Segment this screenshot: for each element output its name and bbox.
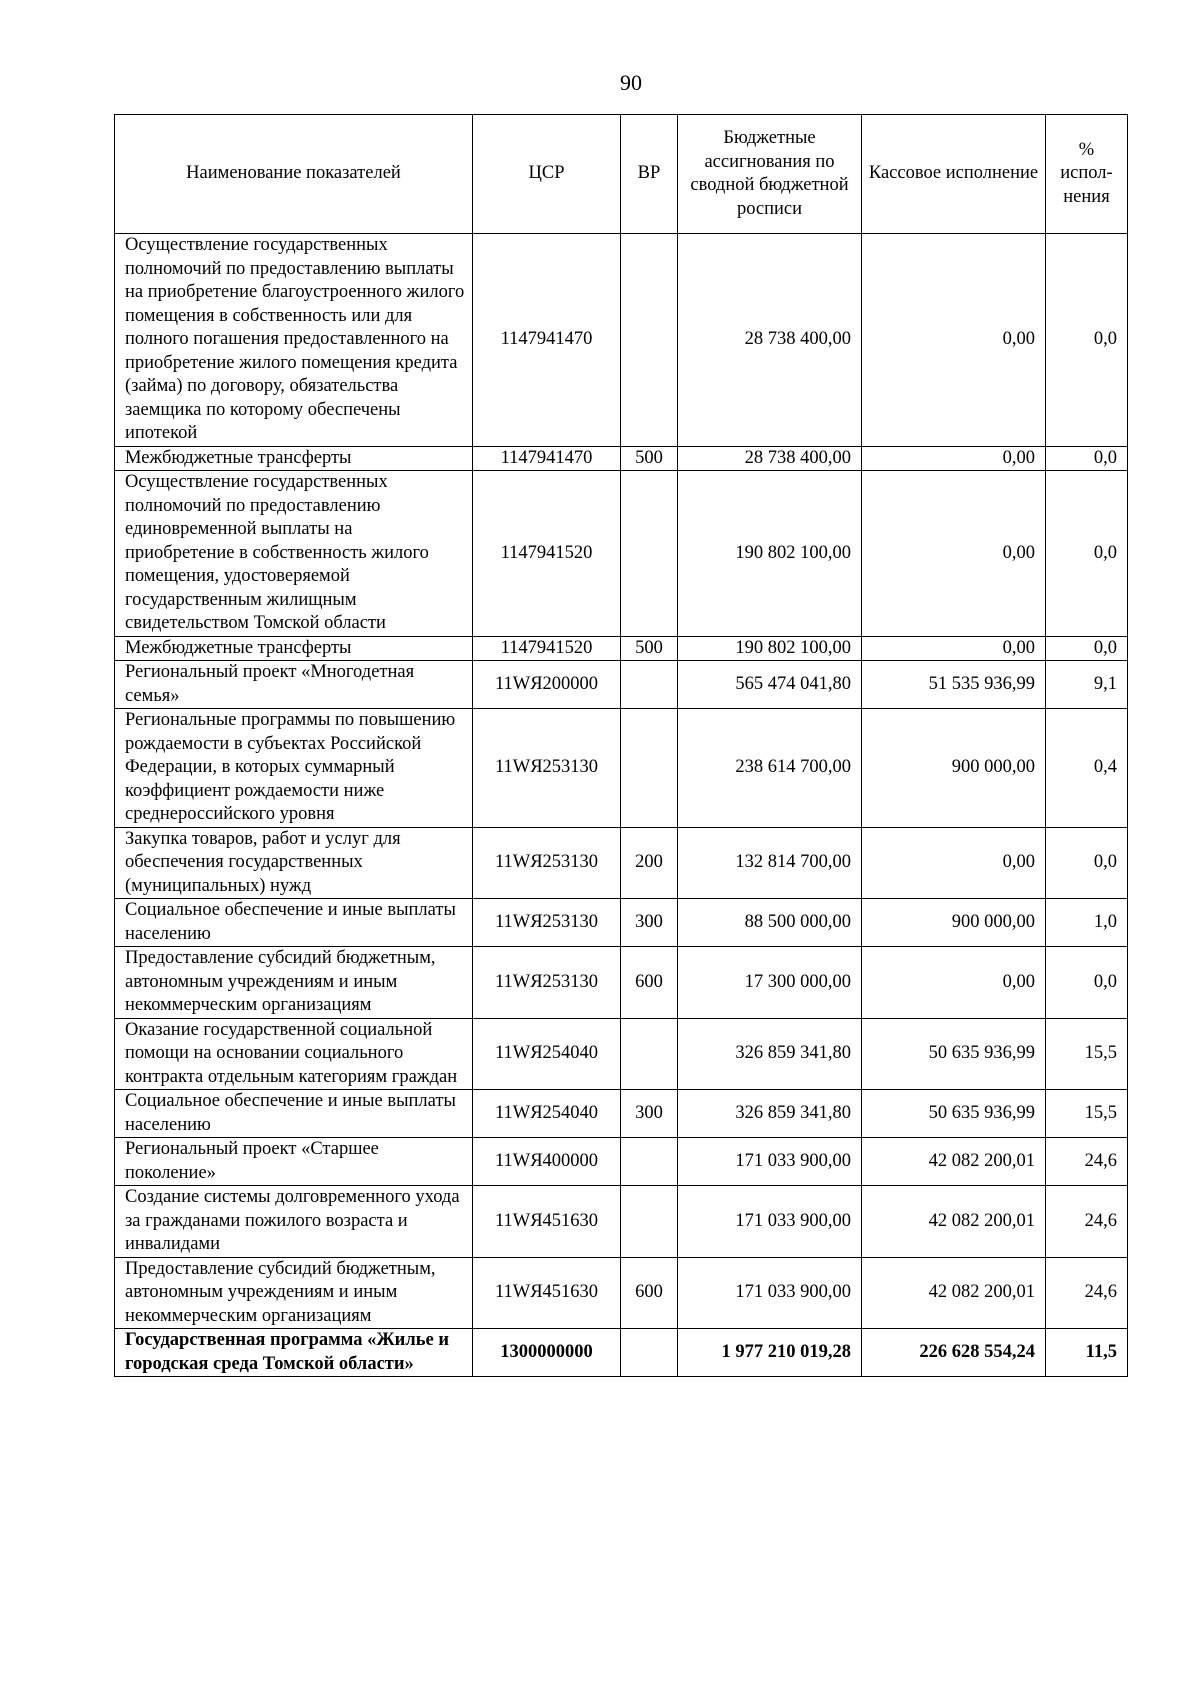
row-cash: 0,00 xyxy=(862,471,1046,637)
row-name: Предоставление субсидий бюджетным, автономным учреждениям и иным некоммерческим организациям xyxy=(115,1257,473,1329)
row-vr xyxy=(621,1329,678,1377)
table-row xyxy=(115,1257,1128,1329)
row-name: Осуществление государственных полномочий по предоставлению выплаты на приобретение благоустроенного жилого помещения в собственность или для полного погашения предоставленного на приобретение жилого помещения кредита (займа) по договору, обязательства заемщика по которому обеспечены ипотекой xyxy=(115,234,473,447)
row-budget: 190 802 100,00 xyxy=(678,471,862,637)
row-csr: 1147941520 xyxy=(473,636,621,661)
row-cash: 50 635 936,99 xyxy=(862,1018,1046,1090)
row-vr: 600 xyxy=(621,947,678,1019)
row-csr: 11WЯ254040 xyxy=(473,1018,621,1090)
row-percent: 24,6 xyxy=(1046,1257,1128,1329)
row-cash: 0,00 xyxy=(862,636,1046,661)
table-row xyxy=(115,636,1128,661)
row-csr: 11WЯ200000 xyxy=(473,661,621,709)
row-vr: 600 xyxy=(621,1257,678,1329)
row-vr xyxy=(621,234,678,447)
row-cash: 0,00 xyxy=(862,947,1046,1019)
row-name: Закупка товаров, работ и услуг для обеспечения государственных (муниципальных) нужд xyxy=(115,827,473,899)
row-budget: 565 474 041,80 xyxy=(678,661,862,709)
row-percent: 24,6 xyxy=(1046,1186,1128,1258)
row-name: Социальное обеспечение и иные выплаты населению xyxy=(115,1090,473,1138)
row-cash: 226 628 554,24 xyxy=(862,1329,1046,1377)
row-cash: 900 000,00 xyxy=(862,709,1046,828)
header-budget: Бюджетные ассигнования по сводной бюджетной росписи xyxy=(678,115,862,234)
row-vr: 500 xyxy=(621,636,678,661)
row-vr xyxy=(621,1138,678,1186)
row-cash: 42 082 200,01 xyxy=(862,1138,1046,1186)
table-row xyxy=(115,899,1128,947)
row-vr xyxy=(621,661,678,709)
table-row xyxy=(115,1138,1128,1186)
header-percent: % испол-нения xyxy=(1046,115,1128,234)
row-csr: 11WЯ253130 xyxy=(473,709,621,828)
row-cash: 42 082 200,01 xyxy=(862,1186,1046,1258)
row-cash: 0,00 xyxy=(862,827,1046,899)
row-name: Социальное обеспечение и иные выплаты населению xyxy=(115,899,473,947)
table-row xyxy=(115,1090,1128,1138)
row-name: Оказание государственной социальной помощи на основании социального контракта отдельным категориям граждан xyxy=(115,1018,473,1090)
row-name: Региональный проект «Многодетная семья» xyxy=(115,661,473,709)
row-csr: 11WЯ253130 xyxy=(473,947,621,1019)
row-budget: 171 033 900,00 xyxy=(678,1257,862,1329)
row-name: Государственная программа «Жилье и городская среда Томской области» xyxy=(115,1329,473,1377)
row-percent: 0,4 xyxy=(1046,709,1128,828)
budget-table xyxy=(114,114,1128,1377)
table-row xyxy=(115,709,1128,828)
row-cash: 0,00 xyxy=(862,234,1046,447)
row-percent: 15,5 xyxy=(1046,1018,1128,1090)
row-budget: 132 814 700,00 xyxy=(678,827,862,899)
row-name: Региональные программы по повышению рождаемости в субъектах Российской Федерации, в которых суммарный коэффициент рождаемости ниже среднероссийского уровня xyxy=(115,709,473,828)
row-name: Межбюджетные трансферты xyxy=(115,636,473,661)
row-csr: 11WЯ400000 xyxy=(473,1138,621,1186)
row-cash: 900 000,00 xyxy=(862,899,1046,947)
row-budget: 28 738 400,00 xyxy=(678,234,862,447)
table-row xyxy=(115,1018,1128,1090)
table-row-total xyxy=(115,1329,1128,1377)
table-row xyxy=(115,471,1128,637)
row-percent: 0,0 xyxy=(1046,636,1128,661)
table-row xyxy=(115,661,1128,709)
row-csr: 1147941470 xyxy=(473,446,621,471)
row-vr: 500 xyxy=(621,446,678,471)
row-budget: 28 738 400,00 xyxy=(678,446,862,471)
row-name: Региональный проект «Старшее поколение» xyxy=(115,1138,473,1186)
row-csr: 1147941470 xyxy=(473,234,621,447)
row-name: Межбюджетные трансферты xyxy=(115,446,473,471)
table-row xyxy=(115,446,1128,471)
page-number: 90 xyxy=(620,70,642,95)
row-csr: 11WЯ451630 xyxy=(473,1257,621,1329)
header-cash: Кассовое исполнение xyxy=(862,115,1046,234)
table-header-row xyxy=(115,115,1128,234)
row-vr: 300 xyxy=(621,899,678,947)
row-budget: 17 300 000,00 xyxy=(678,947,862,1019)
row-csr: 11WЯ253130 xyxy=(473,827,621,899)
row-csr: 11WЯ254040 xyxy=(473,1090,621,1138)
row-vr xyxy=(621,1018,678,1090)
row-csr: 1147941520 xyxy=(473,471,621,637)
row-budget: 171 033 900,00 xyxy=(678,1138,862,1186)
row-cash: 42 082 200,01 xyxy=(862,1257,1046,1329)
row-budget: 171 033 900,00 xyxy=(678,1186,862,1258)
row-percent: 15,5 xyxy=(1046,1090,1128,1138)
table-row xyxy=(115,827,1128,899)
row-budget: 238 614 700,00 xyxy=(678,709,862,828)
row-percent: 0,0 xyxy=(1046,947,1128,1019)
header-vr: ВР xyxy=(621,115,678,234)
row-cash: 50 635 936,99 xyxy=(862,1090,1046,1138)
row-name: Осуществление государственных полномочий по предоставлению единовременной выплаты на приобретение в собственность жилого помещения, удостоверяемой государственным жилищным свидетельством Томской области xyxy=(115,471,473,637)
row-budget: 88 500 000,00 xyxy=(678,899,862,947)
row-vr: 300 xyxy=(621,1090,678,1138)
row-csr: 1300000000 xyxy=(473,1329,621,1377)
row-percent: 0,0 xyxy=(1046,827,1128,899)
row-budget: 190 802 100,00 xyxy=(678,636,862,661)
row-percent: 24,6 xyxy=(1046,1138,1128,1186)
row-vr xyxy=(621,709,678,828)
row-budget: 326 859 341,80 xyxy=(678,1090,862,1138)
row-percent: 0,0 xyxy=(1046,446,1128,471)
row-percent: 9,1 xyxy=(1046,661,1128,709)
row-name: Создание системы долговременного ухода за гражданами пожилого возраста и инвалидами xyxy=(115,1186,473,1258)
row-cash: 51 535 936,99 xyxy=(862,661,1046,709)
row-vr xyxy=(621,1186,678,1258)
table-row xyxy=(115,234,1128,447)
row-budget: 1 977 210 019,28 xyxy=(678,1329,862,1377)
row-percent: 1,0 xyxy=(1046,899,1128,947)
row-csr: 11WЯ451630 xyxy=(473,1186,621,1258)
table-row xyxy=(115,947,1128,1019)
table-row xyxy=(115,1186,1128,1258)
row-cash: 0,00 xyxy=(862,446,1046,471)
row-csr: 11WЯ253130 xyxy=(473,899,621,947)
row-percent: 0,0 xyxy=(1046,471,1128,637)
row-vr xyxy=(621,471,678,637)
row-name: Предоставление субсидий бюджетным, автономным учреждениям и иным некоммерческим организациям xyxy=(115,947,473,1019)
header-name: Наименование показателей xyxy=(115,115,473,234)
header-csr: ЦСР xyxy=(473,115,621,234)
row-vr: 200 xyxy=(621,827,678,899)
row-budget: 326 859 341,80 xyxy=(678,1018,862,1090)
row-percent: 11,5 xyxy=(1046,1329,1128,1377)
row-percent: 0,0 xyxy=(1046,234,1128,447)
